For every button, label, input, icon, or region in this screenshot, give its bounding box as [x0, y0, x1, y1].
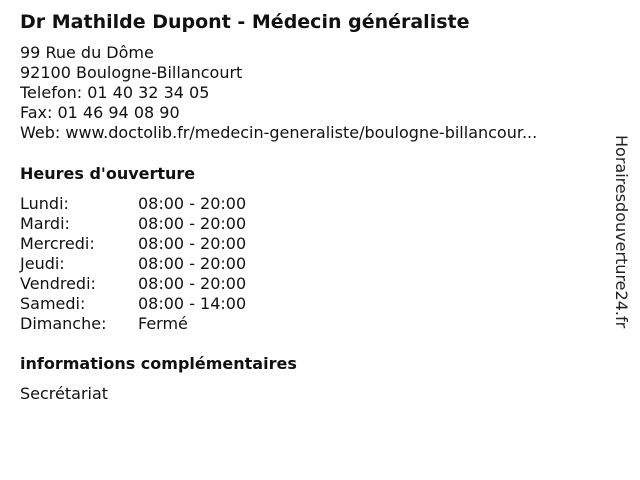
additional-info-heading: informations complémentaires — [20, 354, 297, 373]
hours-row-saturday — [20, 294, 246, 314]
day-label: Jeudi: — [20, 254, 65, 273]
website-link[interactable]: Web: www.doctolib.fr/medecin-generaliste/boulogne-billancour... — [20, 123, 538, 142]
hours-row-tuesday — [20, 214, 246, 234]
time-value: 08:00 - 14:00 — [138, 294, 247, 313]
day-label: Samedi: — [20, 294, 86, 313]
day-label: Dimanche: — [20, 314, 107, 333]
hours-row-monday — [20, 194, 246, 214]
hours-row-friday — [20, 274, 246, 294]
time-value: 08:00 - 20:00 — [138, 194, 247, 213]
time-value: 08:00 - 20:00 — [138, 254, 247, 273]
time-value: 08:00 - 20:00 — [138, 234, 247, 253]
day-label: Vendredi: — [20, 274, 96, 293]
page-title: Dr Mathilde Dupont - Médecin généraliste — [20, 11, 470, 33]
opening-hours-heading: Heures d'ouverture — [20, 164, 196, 183]
day-label: Lundi: — [20, 194, 69, 213]
address-street: 99 Rue du Dôme — [20, 43, 154, 62]
time-value: 08:00 - 20:00 — [138, 274, 247, 293]
fax-number: Fax: 01 46 94 08 90 — [20, 103, 180, 122]
opening-hours-list — [20, 194, 246, 334]
time-value: 08:00 - 20:00 — [138, 214, 247, 233]
hours-row-thursday — [20, 254, 246, 274]
day-label: Mardi: — [20, 214, 70, 233]
hours-row-wednesday — [20, 234, 246, 254]
phone-number: Telefon: 01 40 32 34 05 — [20, 83, 210, 102]
time-value: Fermé — [138, 314, 188, 333]
day-label: Mercredi: — [20, 234, 95, 253]
contact-block — [20, 43, 537, 143]
hours-row-sunday — [20, 314, 246, 334]
site-watermark: Horairesdouverture24.fr — [612, 135, 631, 329]
additional-info-text: Secrétariat — [20, 384, 109, 403]
address-city: 92100 Boulogne-Billancourt — [20, 63, 243, 82]
